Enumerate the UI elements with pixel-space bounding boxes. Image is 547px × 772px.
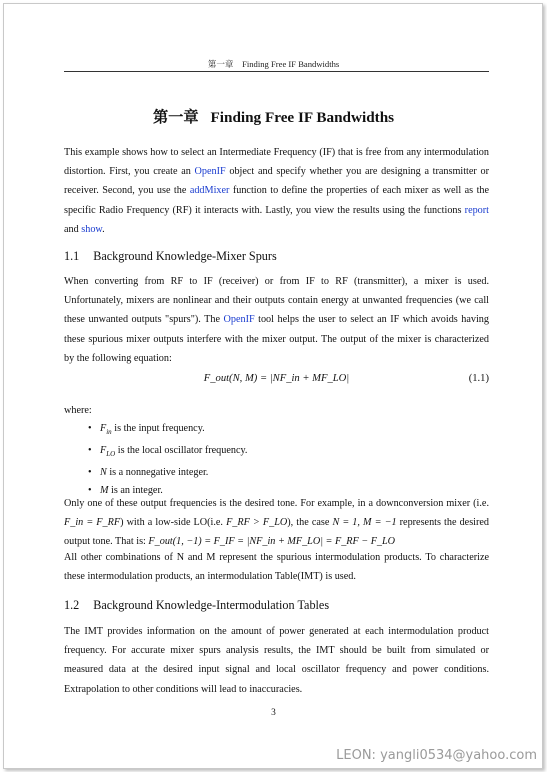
addmixer-link[interactable]: addMixer bbox=[189, 185, 230, 197]
imt-intro-paragraph: All other combinations of N and M represent the spurious intermodulation products. To characterize these intermodulation products, an intermodulation Table(IMT) is used. bbox=[64, 552, 489, 583]
spurs-text-2: tool helps the user to select an IF which avoids having these spurious mixer outputs interfere with the mixer output. The output of the mixer is characterized by the following equation: bbox=[64, 314, 489, 364]
math-n1-m-1: N = 1, M = −1 bbox=[332, 517, 397, 529]
spurs-text-1: When converting from RF to IF (receiver) or from IF to RF (transmitter), a mixer is used. Unfortunately, mixers are nonlinear and their outputs contain energy at unwanted frequencies (we call these unwanted outputs "spurs"). The bbox=[64, 276, 489, 326]
page-number: 3 bbox=[271, 708, 276, 718]
intro-text-5: . bbox=[102, 223, 105, 235]
section-title: Background Knowledge-Intermodulation Tables bbox=[93, 598, 330, 612]
section-title: Background Knowledge-Mixer Spurs bbox=[93, 249, 277, 263]
tone-text-2: ) with a low-side LO(i.e. bbox=[120, 517, 227, 529]
section-number: 1.1 bbox=[64, 249, 80, 263]
running-header: 第一章 Finding Free IF Bandwidths bbox=[207, 59, 340, 69]
list-item bbox=[88, 464, 468, 483]
section-heading-1-2 bbox=[64, 598, 489, 613]
list-item-text: is the input frequency. bbox=[114, 423, 205, 434]
list-item-text: is a nonnegative integer. bbox=[109, 466, 209, 478]
intro-paragraph bbox=[64, 143, 489, 239]
tone-text-4: represents the desired output tone. That is: bbox=[64, 517, 490, 548]
equation-body bbox=[64, 373, 489, 384]
math-N: N bbox=[100, 466, 107, 478]
math-M: M bbox=[100, 485, 109, 497]
variable-list bbox=[88, 420, 468, 501]
chapter-title bbox=[0, 106, 547, 127]
chapter-title-text: Finding Free IF Bandwidths bbox=[210, 109, 395, 126]
chapter-number: 第一章 bbox=[152, 109, 199, 126]
watermark-text: LEON: yangli0534@yahoo.com bbox=[336, 748, 537, 763]
math-F-LO: $F_{LO}$ bbox=[100, 444, 116, 458]
list-item bbox=[88, 442, 468, 464]
equation-text: F_out(N, M) = |NF_in + MF_LO| bbox=[203, 373, 350, 384]
list-item-text: is the local oscillator frequency. bbox=[117, 444, 248, 456]
list-item-text: is an integer. bbox=[111, 485, 163, 497]
report-link[interactable]: report bbox=[464, 204, 489, 216]
tone-text-1: Only one of these output frequencies is the desired tone. For example, in a downconversion mixer (i.e. bbox=[64, 498, 489, 509]
intro-text-4: and bbox=[64, 223, 82, 235]
tone-text-3: ), the case bbox=[287, 517, 333, 529]
equation-number: (1.1) bbox=[468, 373, 489, 384]
list-item bbox=[88, 420, 468, 442]
math-F-in: $F_{in}$ bbox=[100, 423, 112, 437]
desired-tone-paragraph bbox=[64, 494, 489, 552]
section-heading-1-1 bbox=[64, 249, 489, 264]
imt-paragraph: The IMT provides information on the amount of power generated at each intermodulation product frequency. For accurate mixer spurs analysis results, the IMT should be built from simulated or measured data at the desired input signal and local oscillator frequency and power conditions. Extrapolation to other conditions will lead to inaccuracies. bbox=[64, 626, 489, 695]
openif-link[interactable]: OpenIF bbox=[194, 166, 226, 178]
where-label: where: bbox=[64, 405, 92, 416]
intro-text-2: object and specify whether you are designing a transmitter or receiver. Second, you use the bbox=[64, 166, 489, 197]
equation-1-1 bbox=[64, 373, 489, 391]
header-rule bbox=[64, 71, 489, 72]
math-fout-expression: F_out(1, −1) = F_IF = |NF_in + MF_LO| = F_RF − F_LO bbox=[148, 536, 396, 548]
intro-text-1: This example shows how to select an Intermediate Frequency (IF) that is free from any intermodulation distortion. First, you create an bbox=[64, 147, 489, 178]
intro-text-3: function to define the properties of each mixer as well as the specific Radio Frequency (RF) it interacts with. Lastly, you view the results using the functions bbox=[64, 185, 490, 216]
openif-link-2[interactable]: OpenIF bbox=[223, 314, 255, 326]
section-number: 1.2 bbox=[64, 598, 80, 612]
math-frf-gt-flo: F_RF > F_LO bbox=[226, 517, 288, 529]
mixer-spurs-paragraph bbox=[64, 272, 489, 368]
show-link[interactable]: show bbox=[81, 223, 103, 235]
math-fin-eq-frf: F_in = F_RF bbox=[64, 517, 121, 529]
